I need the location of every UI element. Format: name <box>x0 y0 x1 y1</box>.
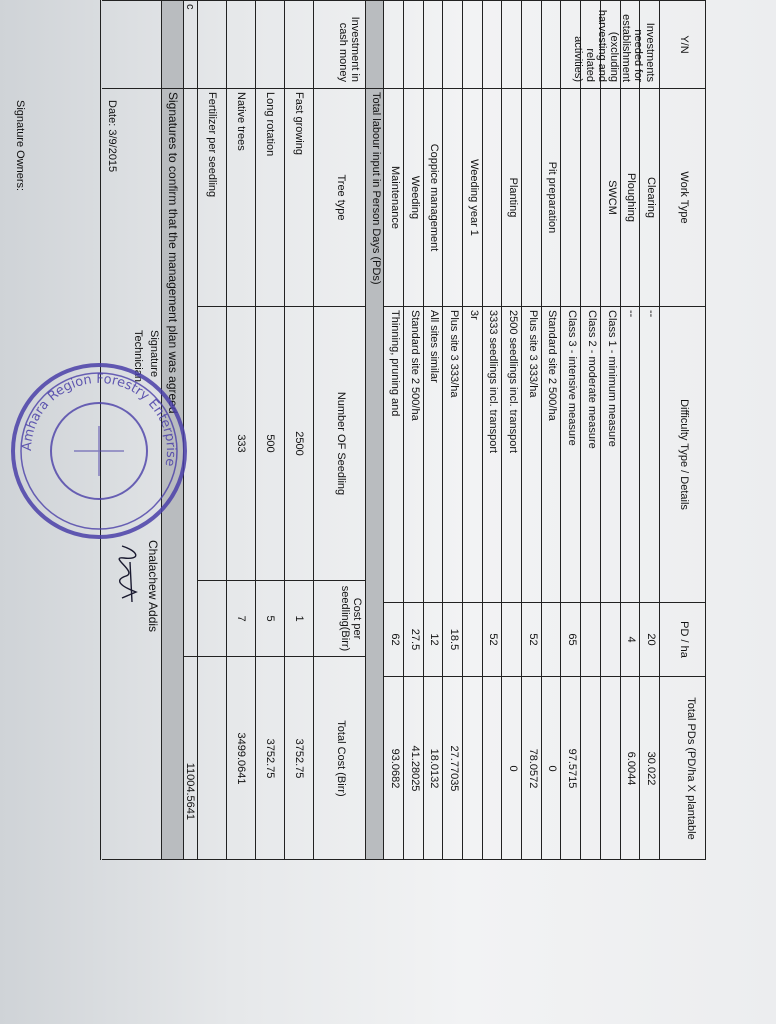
labour-row <box>521 0 542 860</box>
cash-total: 3752.75 <box>284 656 313 860</box>
labour-detail: Plus site 3 333/ha <box>521 306 541 602</box>
labour-detail: 3333 seedlings incl. transport <box>482 306 502 602</box>
cash-header <box>313 0 366 860</box>
cash-header-total: Total Cost (Birr) <box>313 656 365 860</box>
labour-pd-ha: 52 <box>482 602 502 676</box>
cash-number: 2500 <box>284 306 313 580</box>
labour-detail: 3r <box>462 306 482 602</box>
cash-row <box>284 0 314 860</box>
cash-number: 500 <box>255 306 284 580</box>
labour-work-type: Clearing <box>639 88 659 306</box>
labour-pd-ha: 52 <box>521 602 541 676</box>
signature-date: Date: 3/9/2015 <box>106 100 118 173</box>
labour-work-type <box>442 88 462 306</box>
labour-total-pds <box>600 676 620 860</box>
total-labour-label: Total labour input in Person Days (PDs) <box>365 88 383 860</box>
labour-work-type: Ploughing <box>620 88 640 306</box>
table-header <box>659 0 706 860</box>
section-letter: c <box>183 0 197 88</box>
cash-cost: 1 <box>284 580 313 656</box>
labour-detail: Standard site 2 500/ha <box>403 306 423 602</box>
labour-row <box>482 0 503 860</box>
side-label-cash: Investment in cash money <box>337 16 361 82</box>
labour-pd-ha <box>462 602 482 676</box>
signatures-heading: Signatures to confirm that the management plan was agreed <box>161 88 183 860</box>
labour-total-pds: 6.0044 <box>620 676 640 860</box>
signature-label: Signature <box>148 330 160 378</box>
labour-detail: -- <box>639 306 659 602</box>
labour-work-type: Weeding <box>403 88 423 306</box>
labour-total-pds <box>462 676 482 860</box>
labour-total-pds: 0 <box>501 676 521 860</box>
cash-header-cost: Cost per seedling(Birr) <box>313 580 365 656</box>
cash-number <box>197 306 226 580</box>
labour-total-pds: 97.5715 <box>561 676 581 860</box>
technician-name: Chalachew Addis <box>146 540 160 633</box>
labour-work-type: Planting <box>501 88 521 306</box>
technician-handwritten-signature <box>114 542 144 612</box>
technician-label: Technician <box>132 330 144 382</box>
cash-tree-type: Fast growing <box>284 88 313 306</box>
labour-total-pds: 27.77035 <box>442 676 462 860</box>
labour-row <box>423 0 444 860</box>
labour-work-type: Pit preparation <box>541 88 561 306</box>
labour-detail: Class 1 - minimum measure <box>600 306 620 602</box>
signature-owners: Signature Owners: <box>14 100 26 192</box>
cash-row <box>255 0 285 860</box>
labour-total-pds: 78.0572 <box>521 676 541 860</box>
labour-pd-ha <box>600 602 620 676</box>
cash-tree-type: Native trees <box>226 88 255 306</box>
cash-header-tree-type: Tree type <box>313 88 365 306</box>
labour-total-pds: 18.0132 <box>423 676 443 860</box>
labour-detail: Standard site 2 500/ha <box>541 306 561 602</box>
cash-row <box>226 0 256 860</box>
labour-row <box>561 0 582 860</box>
header-difficulty: Difficulty Type / Details <box>659 306 705 602</box>
labour-pd-ha: 4 <box>620 602 640 676</box>
labour-row <box>620 0 641 860</box>
cash-total: 3499.0641 <box>226 656 255 860</box>
labour-detail: -- <box>620 306 640 602</box>
cash-cost <box>197 580 226 656</box>
labour-work-type: Maintenance <box>383 88 403 306</box>
labour-total-pds: 93.0682 <box>383 676 403 860</box>
cash-cost: 5 <box>255 580 284 656</box>
labour-detail: Class 3 - intensive measure <box>561 306 581 602</box>
labour-total-pds <box>482 676 502 860</box>
labour-pd-ha: 20 <box>639 602 659 676</box>
labour-pd-ha: 12 <box>423 602 443 676</box>
header-pd-ha: PD / ha <box>659 602 705 676</box>
labour-work-type <box>521 88 541 306</box>
labour-pd-ha <box>580 602 600 676</box>
header-total-pds: Total PDs (PD/ha X plantable <box>659 676 705 860</box>
labour-row <box>541 0 562 860</box>
labour-total-pds: 0 <box>541 676 561 860</box>
labour-row <box>383 0 404 860</box>
labour-pd-ha: 62 <box>383 602 403 676</box>
labour-row <box>403 0 424 860</box>
labour-row <box>501 0 522 860</box>
labour-row <box>580 0 601 860</box>
labour-detail: Plus site 3 333/ha <box>442 306 462 602</box>
total-labour-row <box>365 0 384 860</box>
cash-tree-type: Fertilizer per seedling <box>197 88 226 306</box>
labour-work-type <box>482 88 502 306</box>
labour-total-pds <box>580 676 600 860</box>
cash-header-number: Number OF Seedling <box>313 306 365 580</box>
cash-grand-total: 11004.5641 <box>183 656 197 860</box>
labour-total-pds: 30.022 <box>639 676 659 860</box>
labour-row <box>600 0 621 860</box>
labour-pd-ha: 27.5 <box>403 602 423 676</box>
labour-total-pds: 41.28025 <box>403 676 423 860</box>
labour-detail: 2500 seedlings incl. transport <box>501 306 521 602</box>
official-stamp <box>4 356 194 546</box>
cash-tree-type: Long rotation <box>255 88 284 306</box>
labour-work-type <box>580 88 600 306</box>
svg-text:Amhara Region Forestry Enterpr: Amhara Region Forestry Enterprise <box>19 371 179 468</box>
cash-row <box>197 0 227 860</box>
labour-row <box>462 0 483 860</box>
labour-detail: Class 2 - moderate measure <box>580 306 600 602</box>
labour-row <box>639 0 660 860</box>
labour-work-type: Weeding year 1 <box>462 88 482 306</box>
cash-number: 333 <box>226 306 255 580</box>
labour-work-type: Coppice management <box>423 88 443 306</box>
labour-pd-ha: 65 <box>561 602 581 676</box>
cash-total: 3752.75 <box>255 656 284 860</box>
side-label-investments: Investments needed for establishment (excluding harvesting and related activities) <box>572 9 656 82</box>
labour-work-type: SWCM <box>600 88 620 306</box>
cash-cost: 7 <box>226 580 255 656</box>
header-work-type: Work Type <box>659 88 705 306</box>
labour-detail: Thinning, pruning and <box>383 306 403 602</box>
labour-pd-ha <box>501 602 521 676</box>
labour-pd-ha: 18.5 <box>442 602 462 676</box>
labour-row <box>442 0 463 860</box>
labour-detail: All sites similar <box>423 306 443 602</box>
cash-total <box>197 656 226 860</box>
labour-pd-ha <box>541 602 561 676</box>
header-yn: Y/N <box>659 0 705 88</box>
labour-work-type <box>561 88 581 306</box>
